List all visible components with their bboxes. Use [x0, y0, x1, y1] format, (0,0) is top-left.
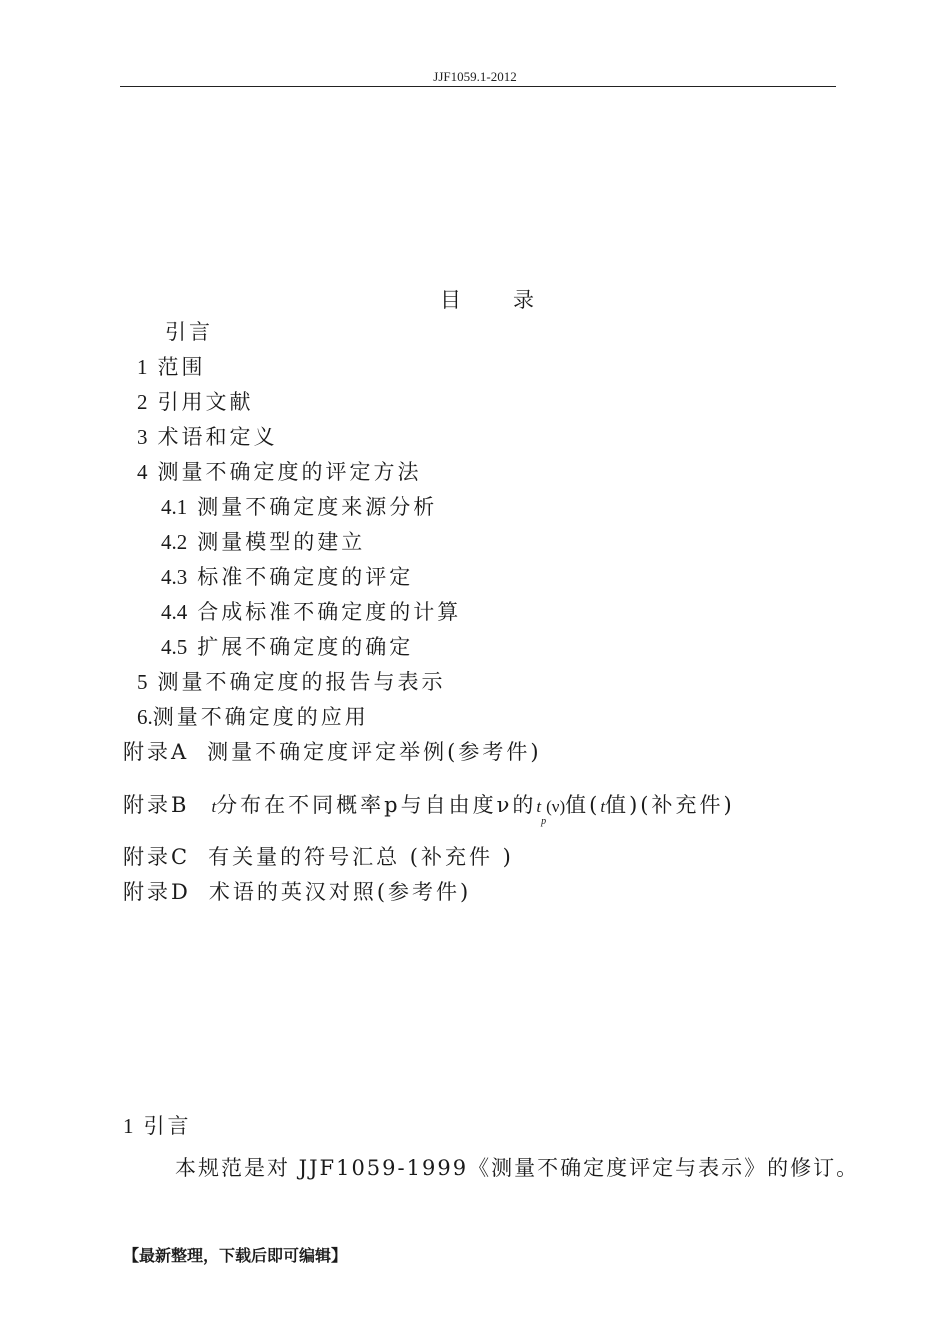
toc-item: [137, 423, 278, 451]
appendix-prefix: 附录C: [123, 845, 191, 869]
toc-subitem: [161, 493, 437, 521]
t-symbol: t: [536, 797, 542, 816]
toc-label: 引言: [165, 320, 213, 344]
toc-subitem: [161, 598, 461, 626]
appendix-b: [123, 791, 735, 827]
appendix-d: [123, 878, 471, 906]
toc-num: 4.1: [161, 495, 188, 519]
toc-num: 6.: [137, 705, 153, 729]
footer-note: 【最新整理，下载后即可编辑】: [123, 1246, 348, 1265]
toc-title-left: 目: [440, 288, 461, 312]
appendix-label: 术语的英汉对照(参考件): [208, 880, 472, 904]
appendix-a: [123, 738, 542, 766]
appendix-label-part2: 值(: [565, 793, 601, 817]
toc-label: 测量不确定度的评定方法: [157, 460, 422, 484]
appendix-label-part1: 分布在不同概率p与自由度ν的: [216, 793, 537, 817]
toc-item: [137, 458, 422, 486]
toc-label: 标准不确定度的评定: [197, 565, 414, 589]
toc-subitem: [161, 633, 413, 661]
toc-label: 引用文献: [157, 390, 254, 414]
toc-label: 测量模型的建立: [197, 530, 366, 554]
toc-label: 术语和定义: [157, 425, 278, 449]
toc-title: [440, 284, 534, 314]
appendix-c: [123, 843, 514, 871]
toc-num: 1: [137, 355, 148, 379]
toc-title-right: 录: [513, 288, 534, 312]
appendix-label-part3: 值)(补充件): [605, 793, 735, 817]
toc-num: 3: [137, 425, 148, 449]
toc-label: 合成标准不确定度的计算: [197, 600, 462, 624]
toc-subitem: [161, 528, 365, 556]
toc-num: 4: [137, 460, 148, 484]
appendix-prefix: 附录B: [123, 793, 190, 817]
document-code: JJF1059.1-2012: [433, 69, 517, 84]
nu-symbol: (ν): [546, 797, 566, 816]
appendix-label: 有关量的符号汇总 (补充件 ): [208, 845, 514, 869]
toc-label: 测量不确定度的应用: [152, 705, 369, 729]
toc-label: 测量不确定度来源分析: [197, 495, 438, 519]
t-symbol: t: [211, 797, 217, 816]
toc-num: 2: [137, 390, 148, 414]
toc-num: 4.3: [161, 565, 188, 589]
t-symbol: t: [600, 797, 606, 816]
toc-item: [137, 668, 446, 696]
appendix-prefix: 附录A: [123, 740, 190, 764]
toc-num: 5: [137, 670, 148, 694]
toc-item: [137, 388, 254, 416]
toc-label: 范围: [157, 355, 206, 379]
appendix-prefix: 附录D: [123, 880, 191, 904]
section-title: 引言: [143, 1114, 192, 1138]
toc-num: 4.2: [161, 530, 188, 554]
section-num: 1: [123, 1114, 134, 1138]
toc-label: 扩展不确定度的确定: [197, 635, 414, 659]
p-subscript: p: [541, 816, 547, 827]
toc-num: 4.5: [161, 635, 188, 659]
section-heading: [123, 1112, 192, 1140]
header-rule: [120, 86, 836, 87]
body-paragraph: 本规范是对 JJF1059-1999《测量不确定度评定与表示》的修订。: [175, 1156, 860, 1180]
toc-item: [137, 703, 369, 731]
toc-item: [137, 353, 206, 381]
toc-item-intro: [165, 318, 213, 346]
toc-num: 4.4: [161, 600, 188, 624]
toc-label: 测量不确定度的报告与表示: [157, 670, 446, 694]
toc-subitem: [161, 563, 413, 591]
appendix-label: 测量不确定度评定举例(参考件): [207, 740, 542, 764]
